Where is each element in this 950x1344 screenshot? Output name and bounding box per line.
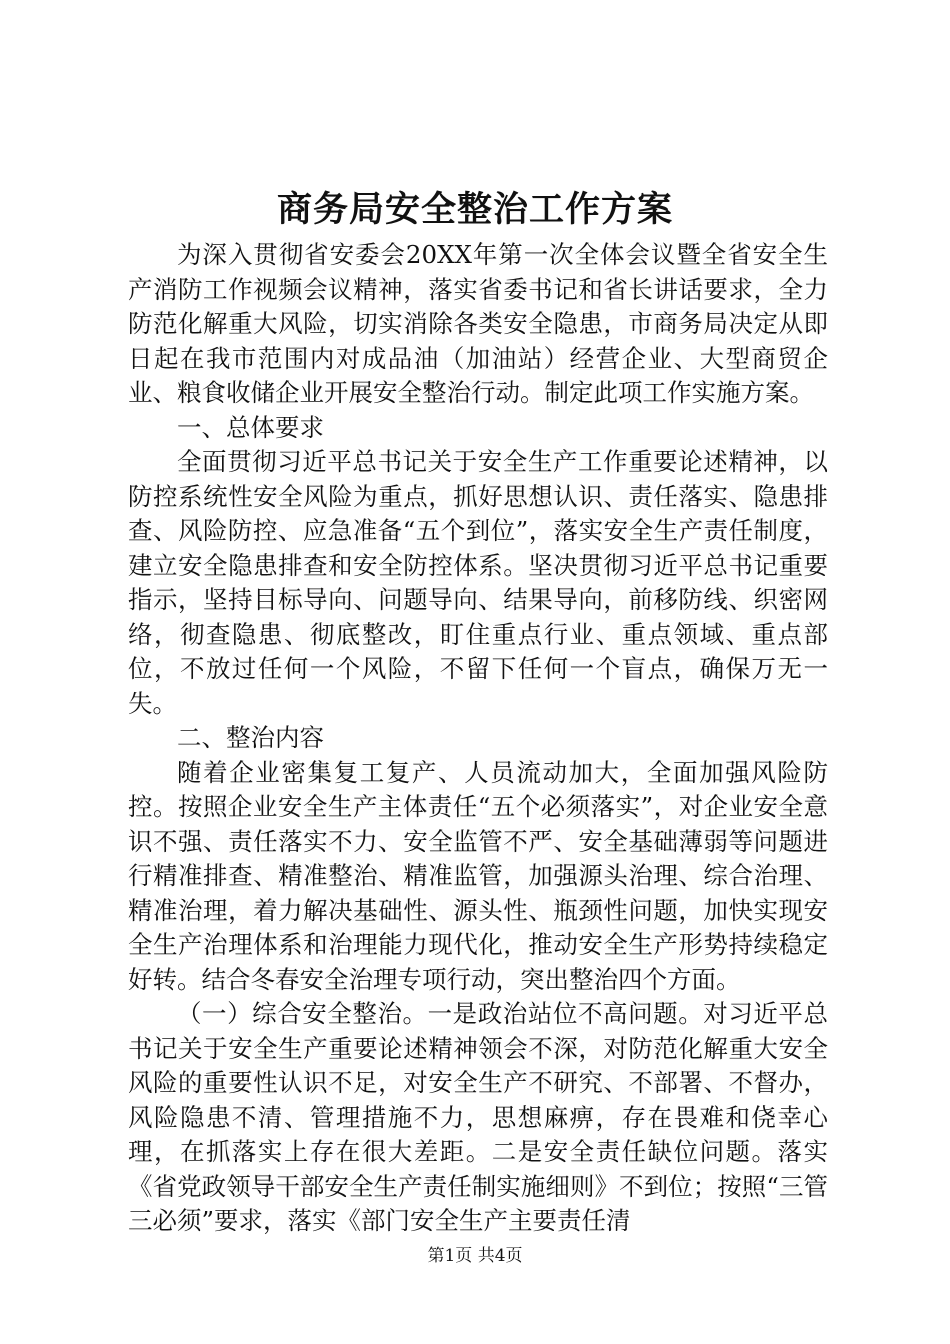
document-body xyxy=(128,238,828,1239)
general-requirements-paragraph: 全面贯彻习近平总书记关于安全生产工作重要论述精神，以防控系统性安全风险为重点，抓好思想认识、责任落实、隐患排查、风险防控、应急准备“五个到位”，落实安全生产责任制度，建立安全隐患排查和安全防控体系。坚决贯彻习近平总书记重要指示，坚持目标导向、问题导向、结果导向，前移防线、织密网络，彻查隐患、彻底整改，盯住重点行业、重点领域、重点部位，不放过任何一个风险，不留下任何一个盲点，确保万无一失。 xyxy=(128,447,828,718)
document-title: 商务局安全整治工作方案 xyxy=(276,189,673,230)
section-heading-general-requirements: 一、总体要求 xyxy=(177,412,324,442)
section-heading-rectification-content: 二、整治内容 xyxy=(177,723,324,752)
rectification-content-paragraph: 随着企业密集复工复产、人员流动加大，全面加强风险防控。按照企业安全生产主体责任“五个必须落实”，对企业安全意识不强、责任落实不力、安全监管不严、安全基础薄弱等问题进行精准排查、精准整治、精准监管，加强源头治理、综合治理、精准治理，着力解决基础性、源头性、瓶颈性问题，加快实现安全生产治理体系和治理能力现代化，推动安全生产形势持续稳定好转。结合冬春安全治理专项行动，突出整治四个方面。 xyxy=(128,757,828,994)
comprehensive-safety-paragraph: （一）综合安全整治。一是政治站位不高问题。对习近平总书记关于安全生产重要论述精神领会不深，对防范化解重大安全风险的重要性认识不足，对安全生产不研究、不部署、不督办，风险隐患不清、管理措施不力，思想麻痹，存在畏难和侥幸心理，在抓落实上存在很大差距。二是安全责任缺位问题。落实《省党政领导干部安全生产责任制实施细则》不到位；按照“三管三必须”要求，落实《部门安全生产主要责任清 xyxy=(128,999,828,1235)
page-footer: 第1页 共4页 xyxy=(427,1246,523,1266)
intro-paragraph: 为深入贯彻省安委会20XX年第一次全体会议暨全省安全生产消防工作视频会议精神，落实省委书记和省长讲话要求，全力防范化解重大风险，切实消除各类安全隐患，市商务局决定从即日起在我市范围内对成品油（加油站）经营企业、大型商贸企业、粮食收储企业开展安全整治行动。制定此项工作实施方案。 xyxy=(128,240,828,407)
